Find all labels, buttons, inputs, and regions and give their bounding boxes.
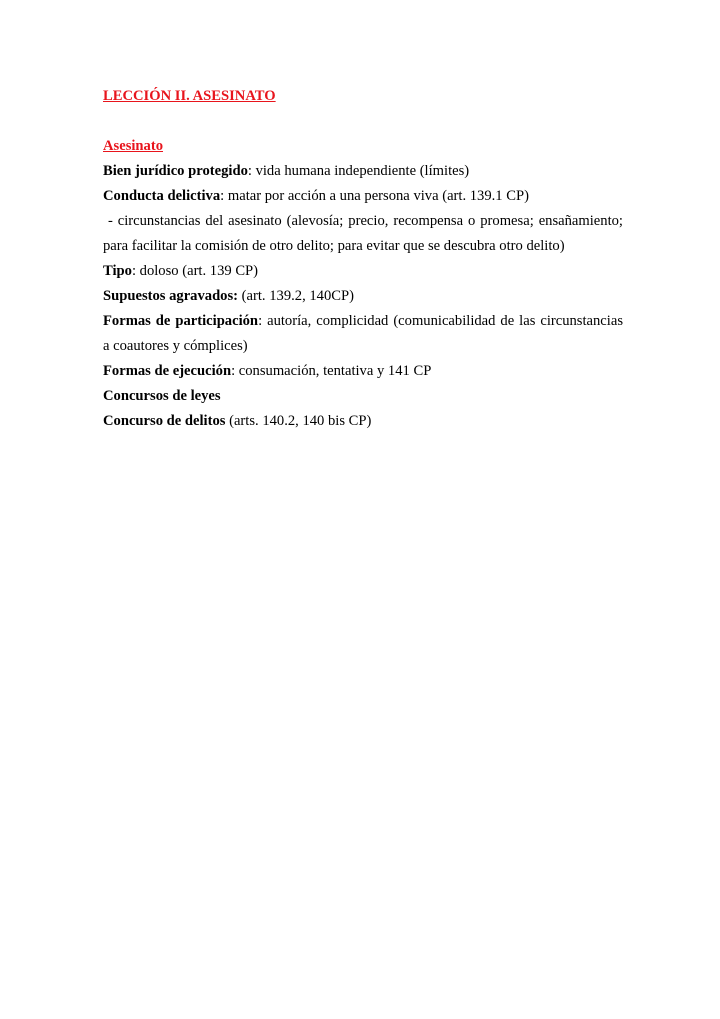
entry-label: Concurso de delitos <box>103 413 226 429</box>
entry-concurso-delitos <box>103 409 623 434</box>
entry-text: : matar por acción a una persona viva (art. 139.1 CP) <box>220 188 529 204</box>
entry-text: : doloso (art. 139 CP) <box>131 263 259 279</box>
entry-text: (art. 139.2, 140CP) <box>238 288 354 304</box>
entry-label: Concursos de leyes <box>103 388 221 404</box>
entry-text: a coautores y cómplices) <box>103 338 248 354</box>
entry-circunstancias-line1 <box>103 209 623 234</box>
entry-text: para facilitar la comisión de otro delito; para evitar que se descubra otro delito) <box>103 238 565 254</box>
entry-text: : autoría, complicidad (comunicabilidad de las circunstancias <box>258 313 623 329</box>
entry-text: - circunstancias del asesinato (alevosía; precio, recompensa o promesa; ensañamiento; <box>103 213 623 229</box>
entry-label: Formas de participación <box>103 313 259 329</box>
entry-text: (arts. 140.2, 140 bis CP) <box>225 413 372 429</box>
section-title <box>103 134 623 159</box>
section-title-text: Asesinato <box>103 138 163 154</box>
entry-text: : vida humana independiente (límites) <box>247 163 470 179</box>
entry-supuestos-agravados <box>103 284 623 309</box>
entry-formas-participacion-line1 <box>103 309 623 334</box>
entry-formas-ejecucion <box>103 359 623 384</box>
entry-label: Tipo <box>103 263 132 279</box>
lesson-title <box>103 84 623 109</box>
lesson-title-text: LECCIÓN II. ASESINATO <box>103 88 276 104</box>
entry-formas-participacion-line2 <box>103 334 623 359</box>
entry-conducta-delictiva <box>103 184 623 209</box>
entry-label: Conducta delictiva <box>103 188 221 204</box>
entry-text: : consumación, tentativa y 141 CP <box>231 363 432 379</box>
entry-tipo <box>103 259 623 284</box>
entry-concursos-leyes <box>103 384 623 409</box>
entry-label: Supuestos agravados: <box>103 288 239 304</box>
entry-bien-juridico <box>103 159 623 184</box>
document-body <box>103 84 623 434</box>
entry-label: Formas de ejecución <box>103 363 232 379</box>
entry-circunstancias-line2 <box>103 234 623 259</box>
spacer <box>103 109 623 134</box>
entry-label: Bien jurídico protegido <box>103 163 248 179</box>
